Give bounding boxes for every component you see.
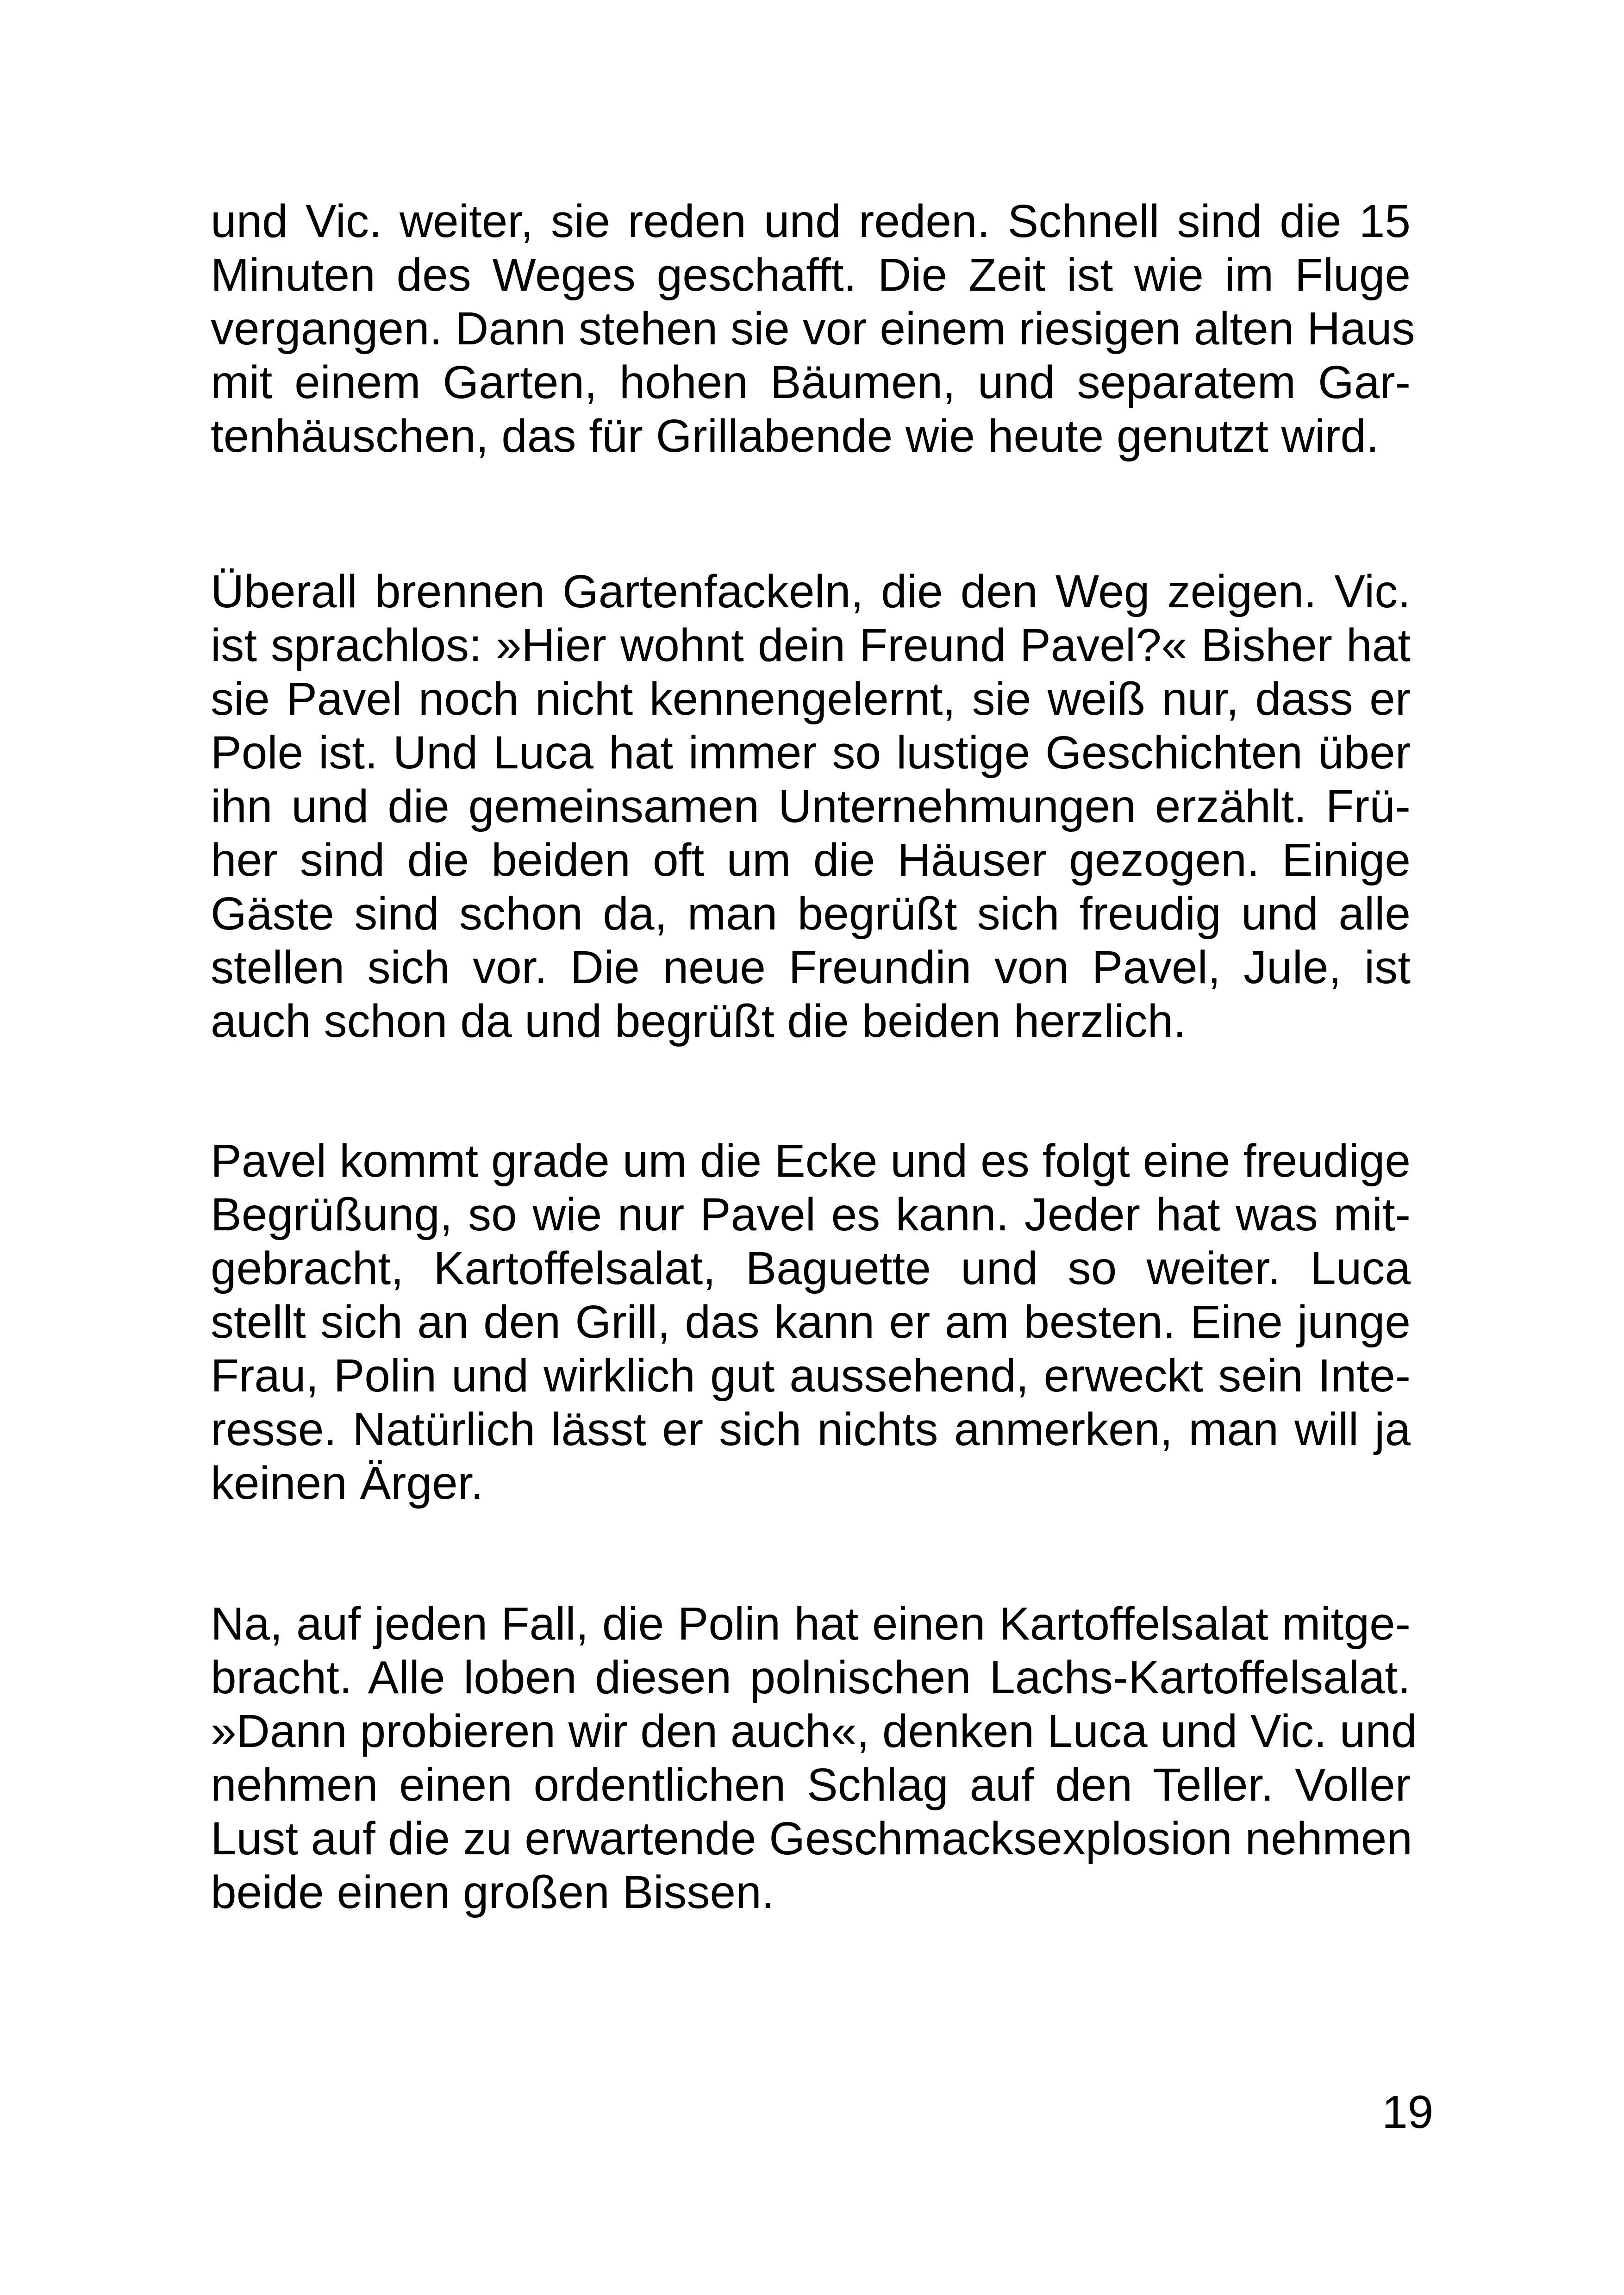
text-line: nehmen einen ordentlichen Schlag auf den Teller. Voller (211, 1759, 1411, 1811)
paragraph-2 (211, 565, 1411, 1048)
text-line: Na, auf jeden Fall, die Polin hat einen Kartoffelsalat mitge- (211, 1598, 1411, 1650)
text-line: vergangen. Dann stehen sie vor einem riesigen alten Haus (211, 303, 1415, 355)
text-line: Lust auf die zu erwartende Geschmacksexplosion nehmen (211, 1813, 1412, 1865)
text-line: her sind die beiden oft um die Häuser gezogen. Einige (211, 834, 1411, 886)
text-line: Pavel kommt grade um die Ecke und es folgt eine freudige (211, 1135, 1411, 1187)
text-line: Begrüßung, so wie nur Pavel es kann. Jeder hat was mit- (211, 1189, 1411, 1241)
paragraph-1 (211, 194, 1415, 463)
text-line: »Dann probieren wir den auch«, denken Luca und Vic. und (211, 1705, 1417, 1757)
text-line: ist sprachlos: »Hier wohnt dein Freund Pavel?« Bisher hat (211, 619, 1411, 671)
text-line: stellen sich vor. Die neue Freundin von Pavel, Jule, ist (211, 942, 1411, 993)
text-line: Gäste sind schon da, man begrüßt sich freudig und alle (211, 888, 1411, 940)
text-line: stellt sich an den Grill, das kann er am besten. Eine junge (211, 1296, 1411, 1348)
text-line: bracht. Alle loben diesen polnischen Lachs-Kartoffelsalat. (211, 1652, 1411, 1703)
page-number: 19 (1382, 2086, 1434, 2138)
text-line: auch schon da und begrüßt die beiden herzlich. (211, 995, 1186, 1047)
text-line: mit einem Garten, hohen Bäumen, und separatem Gar- (211, 356, 1411, 408)
text-line: sie Pavel noch nicht kennengelernt, sie weiß nur, dass er (211, 673, 1411, 725)
text-line: keinen Ärger. (211, 1457, 484, 1509)
text-line: ihn und die gemeinsamen Unternehmungen erzählt. Frü- (211, 780, 1411, 832)
text-line: gebracht, Kartoffelsalat, Baguette und so weiter. Luca (211, 1242, 1411, 1294)
text-line: Pole ist. Und Luca hat immer so lustige Geschichten über (211, 727, 1411, 779)
text-line: Minuten des Weges geschafft. Die Zeit ist wie im Fluge (211, 249, 1411, 301)
text-line: Frau, Polin und wirklich gut aussehend, erweckt sein Inte- (211, 1350, 1411, 1402)
text-line: beide einen großen Bissen. (211, 1866, 775, 1918)
text-line: resse. Natürlich lässt er sich nichts anmerken, man will ja (211, 1403, 1411, 1455)
text-line: Überall brennen Gartenfackeln, die den Weg zeigen. Vic. (211, 566, 1411, 617)
paragraph-4 (211, 1597, 1417, 1919)
text-line: tenhäuschen, das für Grillabende wie heute genutzt wird. (211, 410, 1379, 462)
text-line: und Vic. weiter, sie reden und reden. Schnell sind die 15 (211, 195, 1411, 247)
paragraph-3 (211, 1134, 1411, 1510)
